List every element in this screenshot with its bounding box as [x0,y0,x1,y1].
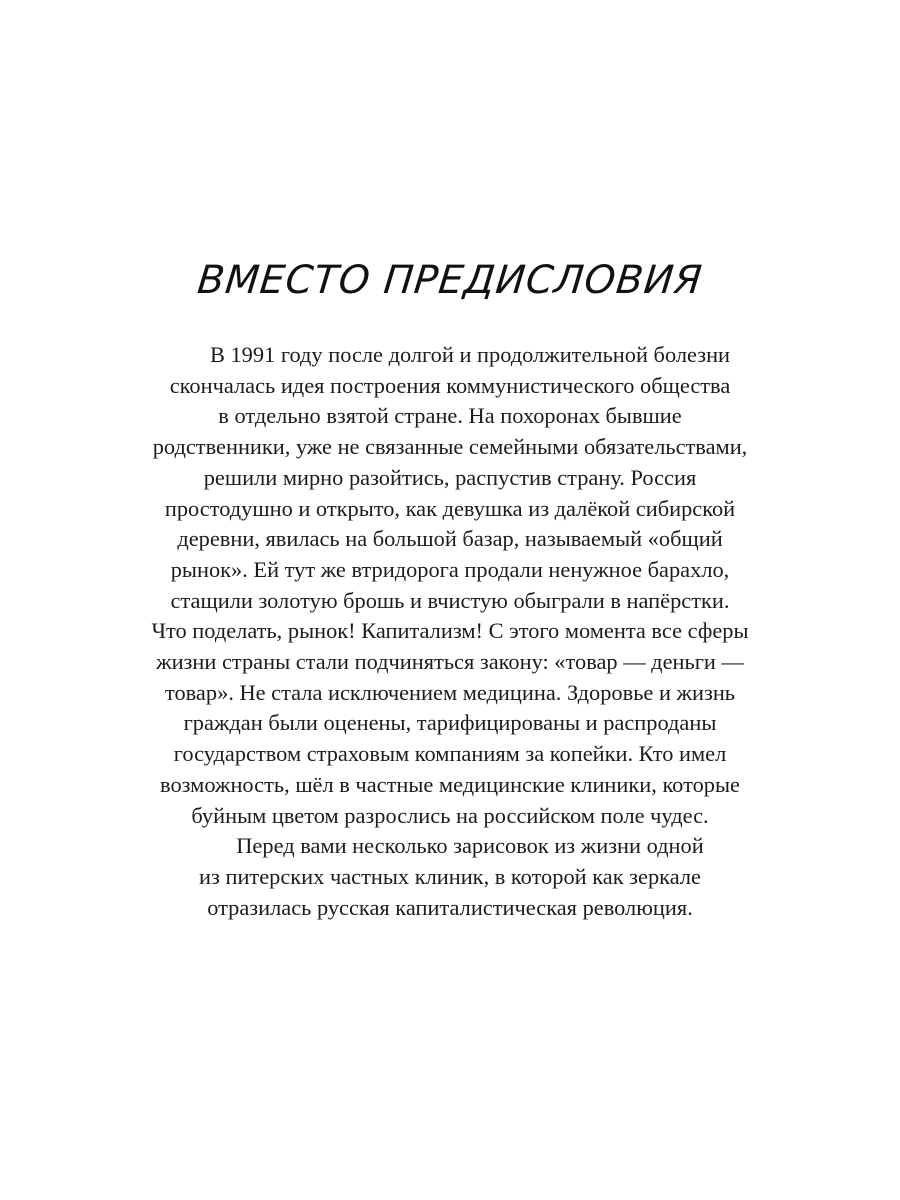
text-line: товар». Не стала исключением медицина. Здоровье и жизнь [164,679,736,705]
text-line: возможность, шёл в частные медицинские клиники, которые [160,771,740,797]
text-line: Перед вами несколько зарисовок из жизни одной [236,833,704,859]
text-line: деревни, явилась на большой базар, называемый «общий [177,526,723,552]
text-line: из питерских частных клиник, в которой как зеркале [199,863,701,889]
text-line: родственники, уже не связанные семейными обязательствами, [152,434,748,460]
text-line: буйным цветом разрослись на российском поле чудес. [191,802,709,828]
paragraph-2 [0,831,900,923]
text-line: простодушно и открыто, как девушка из далёкой сибирской [164,495,736,521]
body-text [0,340,900,923]
text-line: решили мирно разойтись, распустив страну. Россия [203,464,697,490]
text-line: Что поделать, рынок! Капитализм! С этого момента все сферы [151,618,749,644]
text-line: В 1991 году после долгой и продолжительной болезни [209,342,731,367]
text-line: жизни страны стали подчиняться закону: «товар — деньги — [156,649,744,675]
paragraph-1 [0,340,900,831]
text-line: отразилась русская капиталистическая революция. [207,894,693,920]
chapter-heading: ВМЕСТО ПРЕДИСЛОВИЯ [195,258,705,303]
text-line: скончалась идея построения коммунистического общества [169,372,731,398]
text-line: в отдельно взятой стране. На похоронах бывшие [218,403,682,429]
text-line: стащили золотую брошь и вчистую обыграли в напёрстки. [170,587,730,613]
text-line: граждан были оценены, тарифицированы и распроданы [183,710,717,736]
text-line: рынок». Ей тут же втридорога продали ненужное барахло, [170,556,730,582]
text-line: государством страховым компаниям за копейки. Кто имел [173,741,727,767]
